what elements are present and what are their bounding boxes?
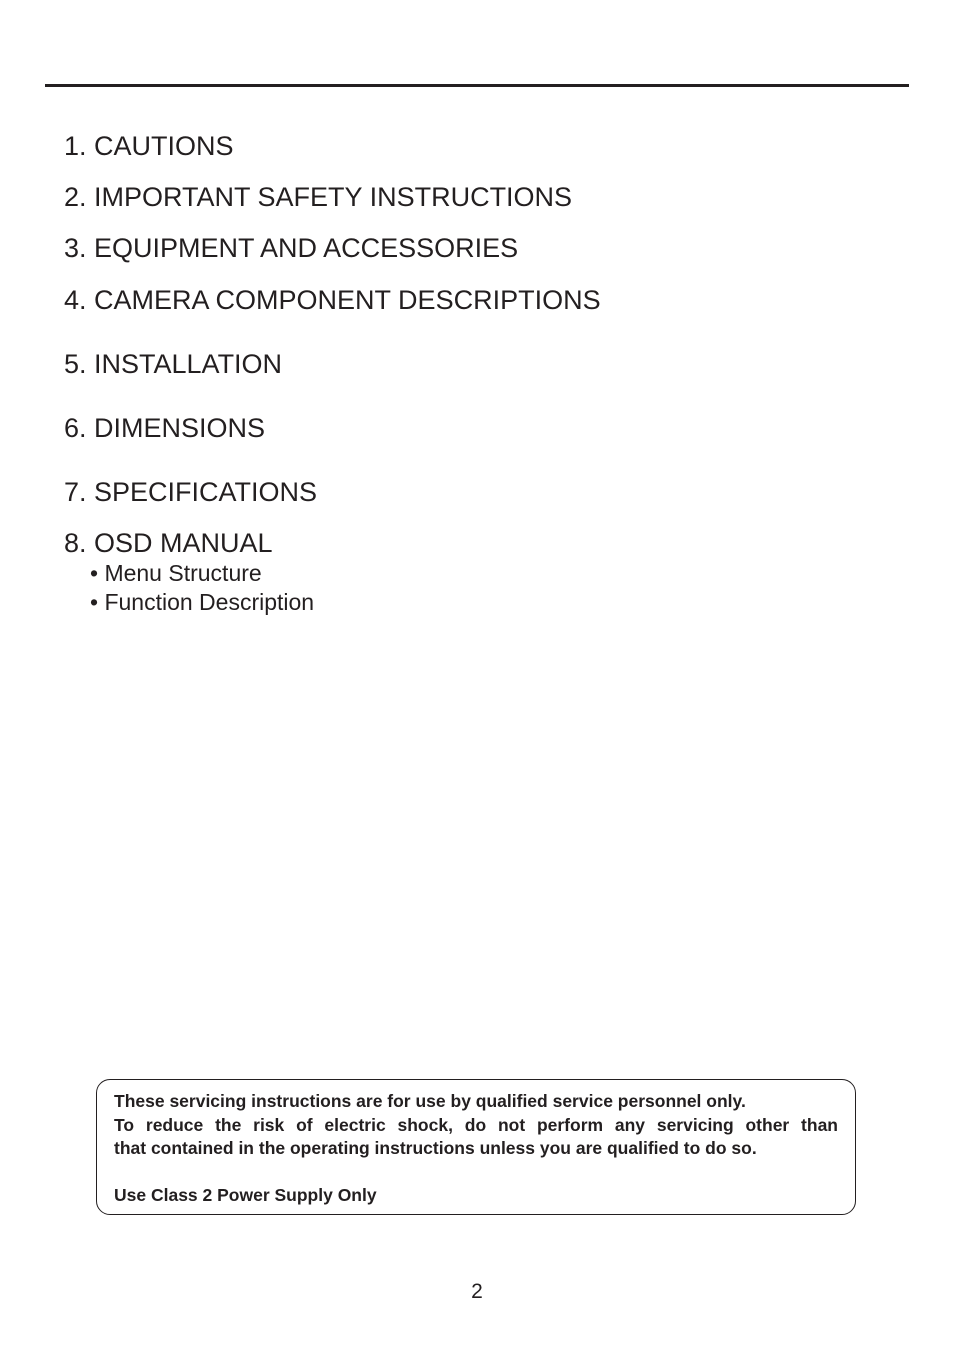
toc-item-specifications: 7. SPECIFICATIONS: [64, 477, 318, 507]
notice-spacer: [114, 1161, 838, 1184]
toc-subitem-function-description: • Function Description: [90, 589, 315, 615]
notice-line-power-supply: Use Class 2 Power Supply Only: [114, 1184, 377, 1205]
notice-line-operating-instructions: that contained in the operating instructions unless you are qualified to do so.: [114, 1138, 757, 1158]
toc-item-safety-instructions: 2. IMPORTANT SAFETY INSTRUCTIONS: [64, 182, 573, 212]
toc-item-cautions: 1. CAUTIONS: [64, 131, 234, 161]
page-number: 2: [471, 1280, 483, 1303]
service-notice-box: [96, 1079, 856, 1215]
notice-line-electric-shock: To reduce the risk of electric shock, do not perform any servicing other than: [114, 1114, 838, 1135]
notice-line-qualified-personnel: These servicing instructions are for use by qualified service personnel only.: [114, 1091, 746, 1111]
toc-item-component-descriptions: 4. CAMERA COMPONENT DESCRIPTIONS: [64, 285, 601, 315]
top-rule: [45, 84, 909, 87]
toc-subitem-menu-structure: • Menu Structure: [90, 560, 262, 586]
toc-item-osd-manual: 8. OSD MANUAL: [64, 528, 273, 558]
toc-item-installation: 5. INSTALLATION: [64, 349, 283, 379]
toc-item-dimensions: 6. DIMENSIONS: [64, 413, 266, 443]
toc-item-equipment-accessories: 3. EQUIPMENT AND ACCESSORIES: [64, 233, 519, 263]
